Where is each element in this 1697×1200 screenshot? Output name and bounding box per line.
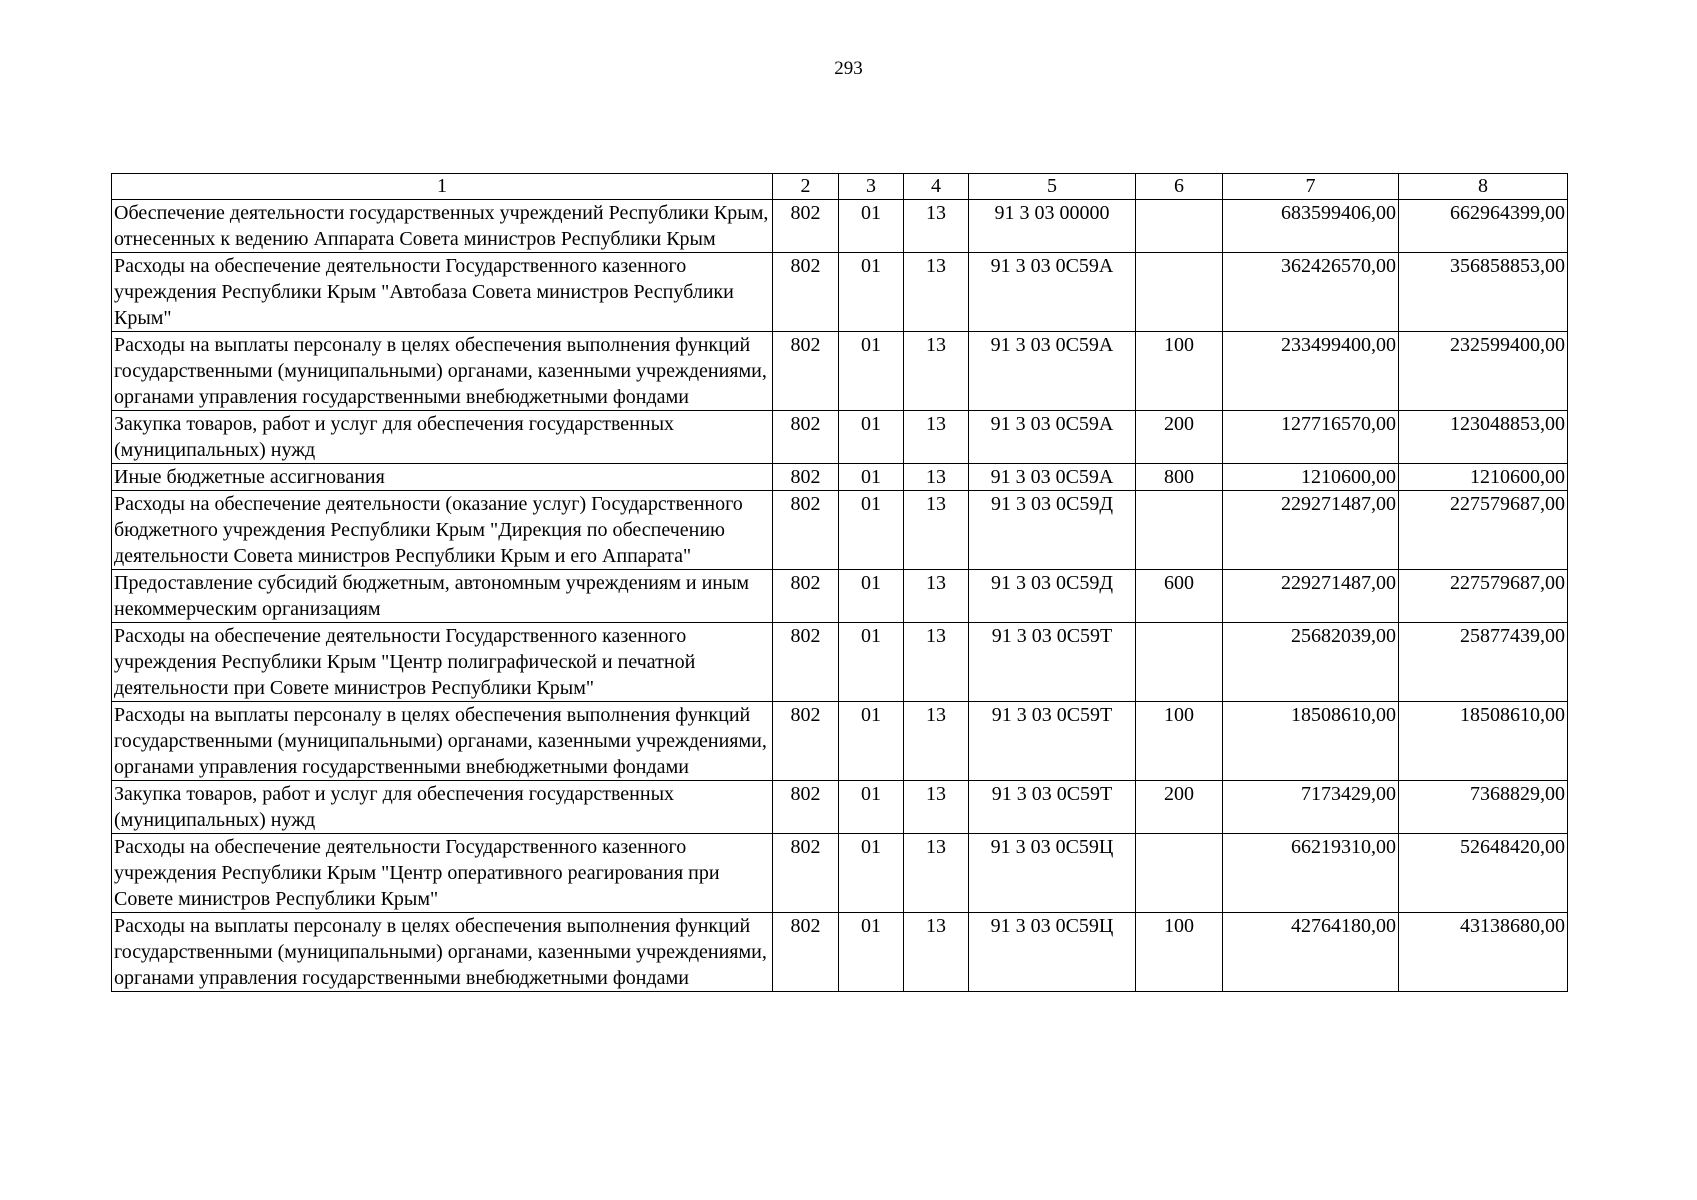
row-code-5: 91 3 03 0С59Ц (969, 913, 1136, 992)
header-cell: 3 (839, 174, 904, 200)
row-amount-8: 18508610,00 (1399, 702, 1568, 781)
table-row (112, 702, 1568, 781)
row-code-4: 13 (904, 623, 969, 702)
table-row (112, 332, 1568, 411)
row-description: Расходы на выплаты персоналу в целях обеспечения выполнения функций государственными (муниципальными) органами, казенными учреждениями, органами управления государственными внебюджетными фондами (112, 702, 773, 781)
row-description: Расходы на обеспечение деятельности Государственного казенного учреждения Республики Крым "Автобаза Совета министров Республики Крым" (112, 253, 773, 332)
row-amount-7: 7173429,00 (1223, 781, 1399, 834)
table-row (112, 464, 1568, 491)
row-code-6 (1136, 834, 1223, 913)
row-amount-8: 227579687,00 (1399, 570, 1568, 623)
row-code-6: 600 (1136, 570, 1223, 623)
row-description: Обеспечение деятельности государственных учреждений Республики Крым, отнесенных к ведению Аппарата Совета министров Республики Крым (112, 200, 773, 253)
table-row (112, 200, 1568, 253)
row-code-2: 802 (773, 913, 839, 992)
row-code-3: 01 (839, 702, 904, 781)
row-code-2: 802 (773, 464, 839, 491)
row-amount-8: 232599400,00 (1399, 332, 1568, 411)
row-code-4: 13 (904, 702, 969, 781)
row-code-3: 01 (839, 253, 904, 332)
table-header-row (112, 174, 1568, 200)
row-amount-8: 123048853,00 (1399, 411, 1568, 464)
table-row (112, 834, 1568, 913)
row-code-2: 802 (773, 200, 839, 253)
row-code-6 (1136, 200, 1223, 253)
row-code-2: 802 (773, 570, 839, 623)
row-amount-8: 662964399,00 (1399, 200, 1568, 253)
row-amount-7: 233499400,00 (1223, 332, 1399, 411)
row-code-5: 91 3 03 0С59Т (969, 623, 1136, 702)
row-code-2: 802 (773, 253, 839, 332)
table-row (112, 570, 1568, 623)
table-row (112, 781, 1568, 834)
row-amount-7: 25682039,00 (1223, 623, 1399, 702)
row-amount-7: 229271487,00 (1223, 570, 1399, 623)
header-cell: 6 (1136, 174, 1223, 200)
row-code-4: 13 (904, 781, 969, 834)
row-amount-8: 227579687,00 (1399, 491, 1568, 570)
row-code-5: 91 3 03 0С59А (969, 411, 1136, 464)
row-description: Закупка товаров, работ и услуг для обеспечения государственных (муниципальных) нужд (112, 411, 773, 464)
row-code-3: 01 (839, 200, 904, 253)
row-code-6: 100 (1136, 913, 1223, 992)
row-amount-8: 1210600,00 (1399, 464, 1568, 491)
page-number: 293 (834, 58, 863, 79)
row-code-6: 100 (1136, 332, 1223, 411)
row-code-5: 91 3 03 0С59Т (969, 781, 1136, 834)
row-code-4: 13 (904, 913, 969, 992)
row-description: Иные бюджетные ассигнования (112, 464, 773, 491)
row-amount-7: 127716570,00 (1223, 411, 1399, 464)
row-code-4: 13 (904, 332, 969, 411)
row-code-3: 01 (839, 913, 904, 992)
row-code-5: 91 3 03 0С59А (969, 464, 1136, 491)
table-body (112, 200, 1568, 992)
row-code-5: 91 3 03 0С59А (969, 332, 1136, 411)
row-amount-8: 25877439,00 (1399, 623, 1568, 702)
row-amount-7: 229271487,00 (1223, 491, 1399, 570)
row-description: Расходы на выплаты персоналу в целях обеспечения выполнения функций государственными (муниципальными) органами, казенными учреждениями, органами управления государственными внебюджетными фондами (112, 332, 773, 411)
header-cell: 8 (1399, 174, 1568, 200)
row-code-4: 13 (904, 253, 969, 332)
row-description: Предоставление субсидий бюджетным, автономным учреждениям и иным некоммерческим организациям (112, 570, 773, 623)
row-code-3: 01 (839, 464, 904, 491)
row-code-3: 01 (839, 834, 904, 913)
header-cell: 7 (1223, 174, 1399, 200)
row-code-2: 802 (773, 702, 839, 781)
row-code-6: 800 (1136, 464, 1223, 491)
table-row (112, 253, 1568, 332)
row-code-2: 802 (773, 834, 839, 913)
row-code-4: 13 (904, 411, 969, 464)
row-amount-7: 18508610,00 (1223, 702, 1399, 781)
row-description: Закупка товаров, работ и услуг для обеспечения государственных (муниципальных) нужд (112, 781, 773, 834)
table-row (112, 913, 1568, 992)
row-code-5: 91 3 03 0С59А (969, 253, 1136, 332)
budget-table (111, 173, 1568, 992)
row-code-4: 13 (904, 491, 969, 570)
row-code-5: 91 3 03 0С59Д (969, 570, 1136, 623)
row-code-4: 13 (904, 570, 969, 623)
row-description: Расходы на обеспечение деятельности Государственного казенного учреждения Республики Крым "Центр оперативного реагирования при Совете министров Республики Крым" (112, 834, 773, 913)
row-code-6: 200 (1136, 781, 1223, 834)
row-code-6 (1136, 253, 1223, 332)
table-row (112, 491, 1568, 570)
row-code-3: 01 (839, 781, 904, 834)
row-description: Расходы на обеспечение деятельности Государственного казенного учреждения Республики Крым "Центр полиграфической и печатной деятельности при Совете министров Республики Крым" (112, 623, 773, 702)
row-code-4: 13 (904, 834, 969, 913)
header-cell: 4 (904, 174, 969, 200)
row-amount-7: 362426570,00 (1223, 253, 1399, 332)
row-code-6: 200 (1136, 411, 1223, 464)
row-code-3: 01 (839, 332, 904, 411)
row-amount-8: 356858853,00 (1399, 253, 1568, 332)
row-code-2: 802 (773, 781, 839, 834)
header-cell: 1 (112, 174, 773, 200)
row-amount-7: 683599406,00 (1223, 200, 1399, 253)
row-amount-7: 1210600,00 (1223, 464, 1399, 491)
row-code-2: 802 (773, 411, 839, 464)
header-cell: 2 (773, 174, 839, 200)
row-code-5: 91 3 03 00000 (969, 200, 1136, 253)
row-code-3: 01 (839, 491, 904, 570)
row-code-6 (1136, 491, 1223, 570)
row-description: Расходы на обеспечение деятельности (оказание услуг) Государственного бюджетного учреждения Республики Крым "Дирекция по обеспечению деятельности Совета министров Республики Крым и его Аппарата" (112, 491, 773, 570)
row-code-3: 01 (839, 411, 904, 464)
row-code-2: 802 (773, 491, 839, 570)
row-code-3: 01 (839, 570, 904, 623)
row-code-2: 802 (773, 623, 839, 702)
row-code-5: 91 3 03 0С59Т (969, 702, 1136, 781)
row-code-5: 91 3 03 0С59Ц (969, 834, 1136, 913)
row-description: Расходы на выплаты персоналу в целях обеспечения выполнения функций государственными (муниципальными) органами, казенными учреждениями, органами управления государственными внебюджетными фондами (112, 913, 773, 992)
row-amount-8: 43138680,00 (1399, 913, 1568, 992)
row-code-5: 91 3 03 0С59Д (969, 491, 1136, 570)
header-cell: 5 (969, 174, 1136, 200)
row-code-4: 13 (904, 464, 969, 491)
row-amount-7: 66219310,00 (1223, 834, 1399, 913)
row-code-4: 13 (904, 200, 969, 253)
row-code-2: 802 (773, 332, 839, 411)
row-amount-8: 7368829,00 (1399, 781, 1568, 834)
row-amount-8: 52648420,00 (1399, 834, 1568, 913)
row-code-3: 01 (839, 623, 904, 702)
row-code-6: 100 (1136, 702, 1223, 781)
table-row (112, 623, 1568, 702)
row-code-6 (1136, 623, 1223, 702)
row-amount-7: 42764180,00 (1223, 913, 1399, 992)
table-row (112, 411, 1568, 464)
